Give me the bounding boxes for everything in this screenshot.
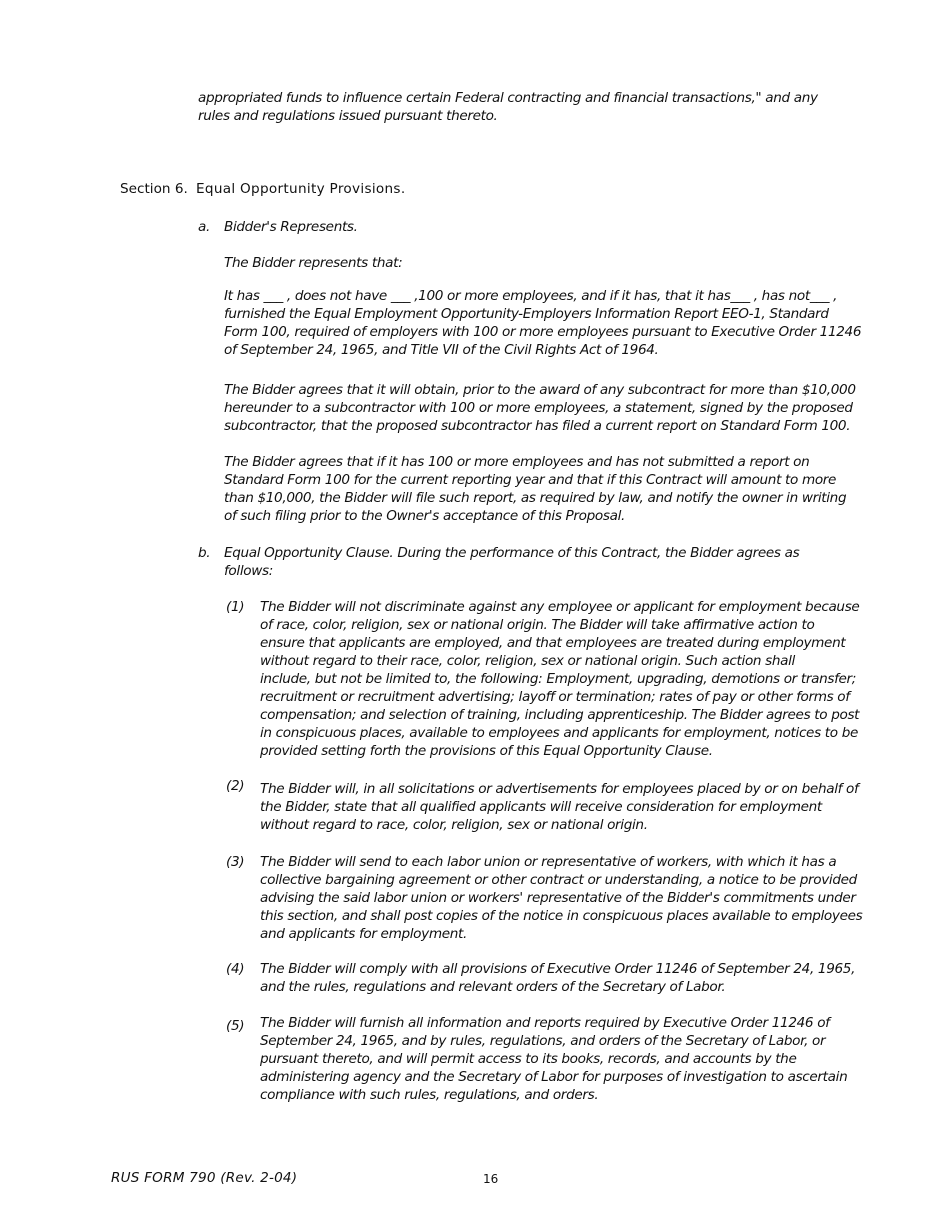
paragraph-line: of such filing prior to the Owner's acceptance of this Proposal. <box>224 508 625 524</box>
represents-paragraph-1 <box>224 287 861 359</box>
paragraph-line: of September 24, 1965, and Title VII of the Civil Rights Act of 1964. <box>224 342 659 358</box>
intro-line: appropriated funds to influence certain Federal contracting and financial transactions," and any <box>198 90 818 106</box>
paragraph-line: The Bidder will furnish all information and reports required by Executive Order 11246 of <box>260 1015 830 1031</box>
clause-number: (5) <box>226 1018 245 1034</box>
paragraph-line: Form 100, required of employers with 100 or more employees pursuant to Executive Order 11246 <box>224 324 862 340</box>
represents-line: The Bidder represents that: <box>224 255 403 271</box>
intro-paragraph <box>198 89 818 125</box>
clause-number: (3) <box>226 854 245 870</box>
item-a-marker: a. <box>198 219 210 235</box>
paragraph-line: pursuant thereto, and will permit access to its books, records, and accounts by the <box>260 1051 797 1067</box>
paragraph-line: administering agency and the Secretary of Labor for purposes of investigation to ascertain <box>260 1069 848 1085</box>
paragraph-line: recruitment or recruitment advertising; layoff or termination; rates of pay or other forms of <box>260 689 850 705</box>
paragraph-line: compliance with such rules, regulations, and orders. <box>260 1087 599 1103</box>
item-b-marker: b. <box>198 545 211 561</box>
clause-number: (4) <box>226 961 245 977</box>
paragraph-line: compensation; and selection of training, including apprenticeship. The Bidder agrees to post <box>260 707 860 723</box>
paragraph-line: without regard to their race, color, religion, sex or national origin. Such action shall <box>260 653 795 669</box>
page-number: 16 <box>483 1172 499 1186</box>
paragraph-line: The Bidder will comply with all provisions of Executive Order 11246 of September 24, 1965, <box>260 961 856 977</box>
paragraph-line: in conspicuous places, available to employees and applicants for employment, notices to be <box>260 725 858 741</box>
clause-number: (1) <box>226 599 245 615</box>
paragraph-line: The Bidder agrees that it will obtain, prior to the award of any subcontract for more than $10,000 <box>224 382 856 398</box>
paragraph-line: advising the said labor union or workers' representative of the Bidder's commitments under <box>260 890 856 906</box>
paragraph-line: of race, color, religion, sex or national origin. The Bidder will take affirmative action to <box>260 617 815 633</box>
represents-paragraph-2 <box>224 381 856 435</box>
paragraph-line: furnished the Equal Employment Opportunity-Employers Information Report EEO-1, Standard <box>224 306 829 322</box>
paragraph-line: September 24, 1965, and by rules, regulations, and orders of the Secretary of Labor, or <box>260 1033 826 1049</box>
paragraph-line: collective bargaining agreement or other contract or understanding, a notice to be provided <box>260 872 857 888</box>
represents-paragraph-3 <box>224 453 846 525</box>
clause-1-text <box>260 598 859 760</box>
paragraph-line: the Bidder, state that all qualified applicants will receive consideration for employment <box>260 799 822 815</box>
paragraph-line: hereunder to a subcontractor with 100 or more employees, a statement, signed by the proposed <box>224 400 853 416</box>
paragraph-line: include, but not be limited to, the following: Employment, upgrading, demotions or transfer; <box>260 671 856 687</box>
clause-number: (2) <box>226 778 245 794</box>
intro-line: rules and regulations issued pursuant thereto. <box>198 108 498 124</box>
paragraph-line: The Bidder will, in all solicitations or advertisements for employees placed by or on behalf of <box>260 781 859 797</box>
paragraph-line: Standard Form 100 for the current reporting year and that if this Contract will amount to more <box>224 472 837 488</box>
clause-3-text <box>260 853 862 943</box>
item-a-heading: Bidder's Represents. <box>224 219 358 235</box>
form-identifier: RUS FORM 790 (Rev. 2-04) <box>111 1170 298 1186</box>
paragraph-line: and the rules, regulations and relevant orders of the Secretary of Labor. <box>260 979 726 995</box>
clause-2-text <box>260 780 858 834</box>
paragraph-line: subcontractor, that the proposed subcontractor has filed a current report on Standard Form 100. <box>224 418 851 434</box>
section-number: Section 6. <box>120 181 188 197</box>
clause-5-text <box>260 1014 847 1104</box>
paragraph-line: It has ___ , does not have ___ ,100 or more employees, and if it has, that it has___ , has not___ , <box>224 288 838 304</box>
paragraph-line: The Bidder will send to each labor union or representative of workers, with which it has a <box>260 854 837 870</box>
paragraph-line: ensure that applicants are employed, and that employees are treated during employment <box>260 635 846 651</box>
paragraph-line: without regard to race, color, religion, sex or national origin. <box>260 817 648 833</box>
paragraph-line: than $10,000, the Bidder will file such report, as required by law, and notify the owner in writing <box>224 490 847 506</box>
paragraph-line: provided setting forth the provisions of this Equal Opportunity Clause. <box>260 743 713 759</box>
paragraph-line: The Bidder will not discriminate against any employee or applicant for employment because <box>260 599 860 615</box>
section-title: Equal Opportunity Provisions. <box>196 181 406 197</box>
paragraph-line: The Bidder agrees that if it has 100 or more employees and has not submitted a report on <box>224 454 810 470</box>
clause-4-text <box>260 960 855 996</box>
paragraph-line: Equal Opportunity Clause. During the performance of this Contract, the Bidder agrees as <box>224 545 800 561</box>
paragraph-line: this section, and shall post copies of the notice in conspicuous places available to employees <box>260 908 863 924</box>
item-b-intro <box>224 544 799 580</box>
paragraph-line: follows: <box>224 563 273 579</box>
paragraph-line: and applicants for employment. <box>260 926 467 942</box>
